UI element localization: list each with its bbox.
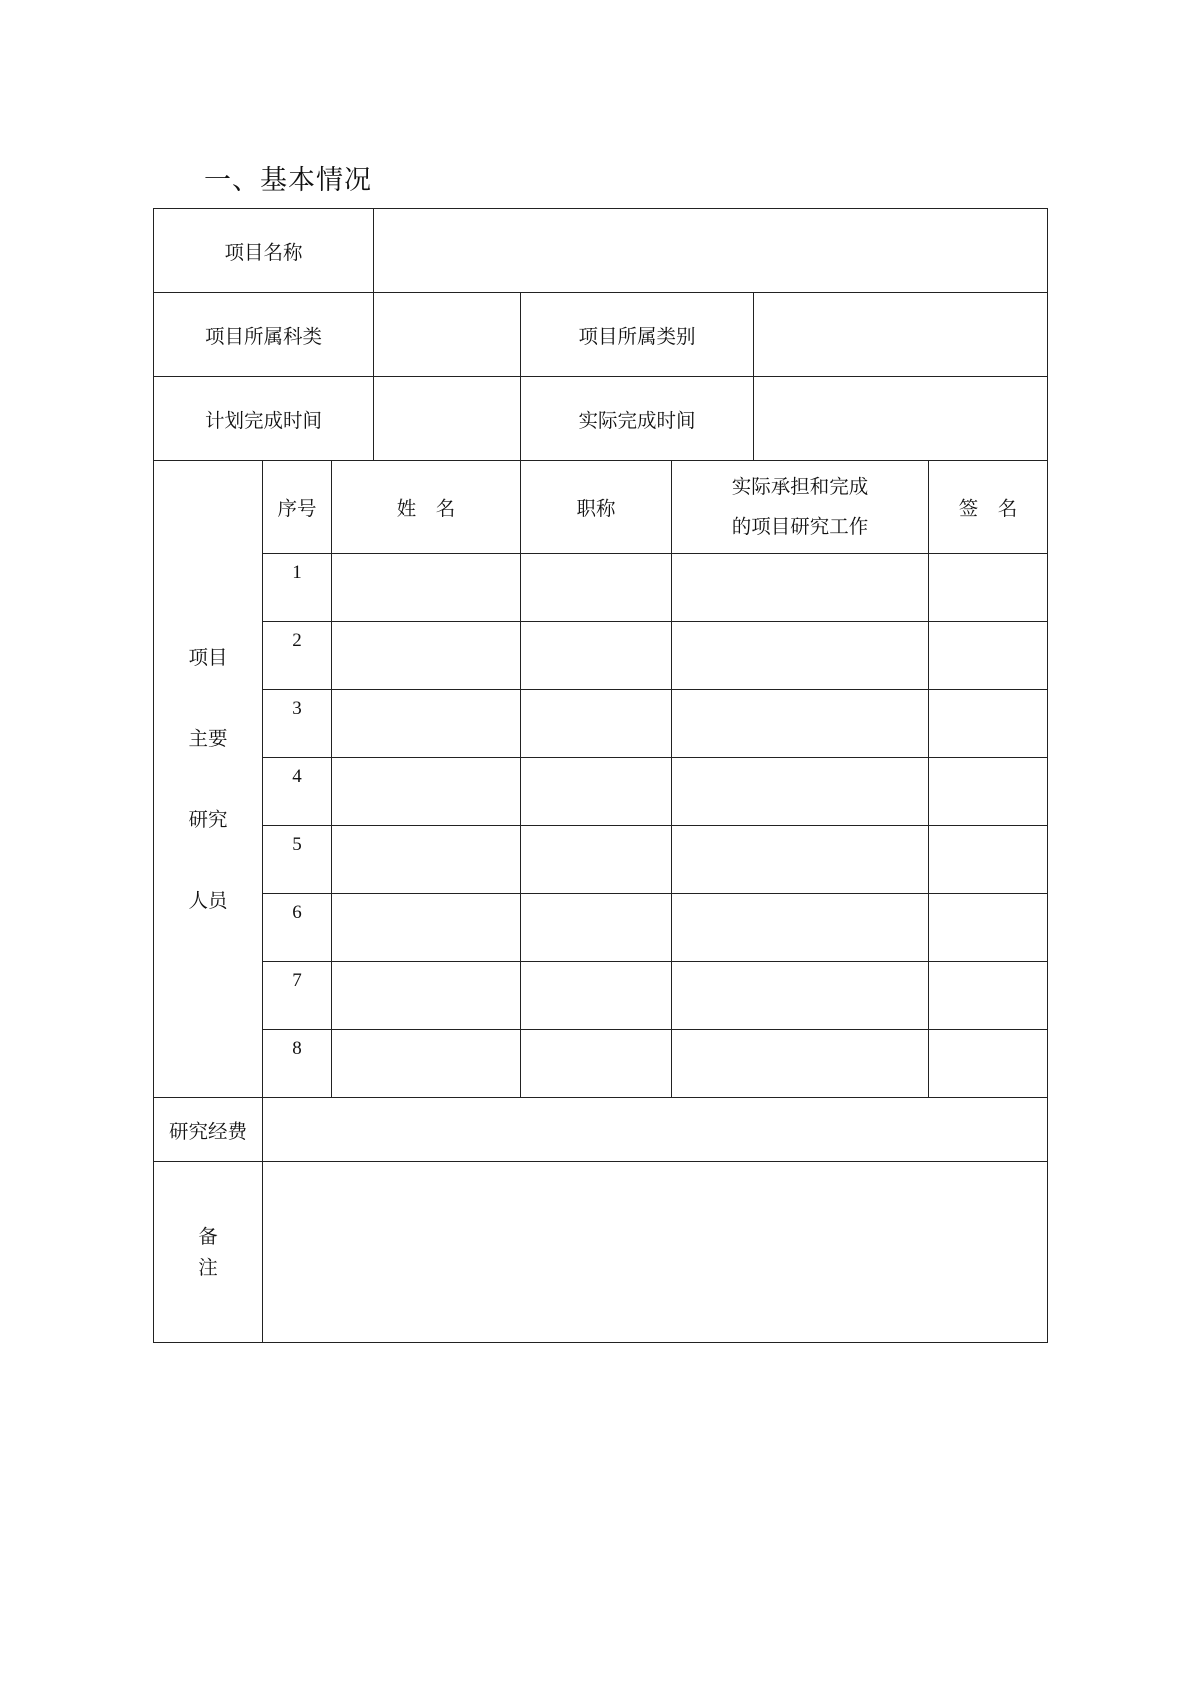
project-name-field[interactable] bbox=[374, 209, 1048, 293]
section-title: 一、基本情况 bbox=[204, 165, 372, 196]
researcher-signature-cell[interactable] bbox=[929, 758, 1048, 826]
funding-row bbox=[154, 1098, 1048, 1162]
funding-label: 研究经费 bbox=[154, 1098, 263, 1162]
researcher-row bbox=[154, 758, 1048, 826]
researchers-group-label-line: 研究 bbox=[188, 808, 228, 831]
remarks-label bbox=[154, 1162, 263, 1343]
researcher-signature-cell[interactable] bbox=[929, 1030, 1048, 1098]
planned-completion-field[interactable] bbox=[374, 377, 521, 461]
researcher-work-cell[interactable] bbox=[672, 690, 929, 758]
researcher-signature-cell[interactable] bbox=[929, 962, 1048, 1030]
researcher-name-cell[interactable] bbox=[332, 894, 521, 962]
researcher-title-cell[interactable] bbox=[521, 826, 672, 894]
actual-completion-label: 实际完成时间 bbox=[521, 377, 754, 461]
researcher-number: 3 bbox=[263, 690, 332, 758]
researcher-work-cell[interactable] bbox=[672, 622, 929, 690]
researchers-group-label-line: 项目 bbox=[188, 646, 228, 669]
researcher-signature-cell[interactable] bbox=[929, 826, 1048, 894]
researcher-signature-cell[interactable] bbox=[929, 554, 1048, 622]
work-header-line: 的项目研究工作 bbox=[731, 515, 869, 538]
researchers-group-label-line: 主要 bbox=[188, 727, 228, 750]
researchers-group-label bbox=[154, 461, 263, 1098]
researchers-group-label-line: 人员 bbox=[188, 889, 228, 912]
project-type-field[interactable] bbox=[754, 293, 1048, 377]
project-type-label: 项目所属类别 bbox=[521, 293, 754, 377]
researcher-work-cell[interactable] bbox=[672, 554, 929, 622]
remarks-label-line: 备 bbox=[198, 1225, 218, 1248]
researcher-number: 2 bbox=[263, 622, 332, 690]
researcher-number: 7 bbox=[263, 962, 332, 1030]
researcher-work-cell[interactable] bbox=[672, 1030, 929, 1098]
name-header: 姓 名 bbox=[332, 461, 521, 554]
researcher-signature-cell[interactable] bbox=[929, 894, 1048, 962]
researcher-title-cell[interactable] bbox=[521, 622, 672, 690]
researcher-name-cell[interactable] bbox=[332, 690, 521, 758]
researcher-signature-cell[interactable] bbox=[929, 690, 1048, 758]
actual-completion-field[interactable] bbox=[754, 377, 1048, 461]
funding-field[interactable] bbox=[263, 1098, 1048, 1162]
work-header bbox=[672, 461, 929, 554]
subject-category-field[interactable] bbox=[374, 293, 521, 377]
researcher-row bbox=[154, 622, 1048, 690]
researcher-work-cell[interactable] bbox=[672, 826, 929, 894]
researcher-name-cell[interactable] bbox=[332, 826, 521, 894]
researcher-row bbox=[154, 554, 1048, 622]
researcher-row bbox=[154, 894, 1048, 962]
researcher-name-cell[interactable] bbox=[332, 622, 521, 690]
project-name-row bbox=[154, 209, 1048, 293]
remarks-row bbox=[154, 1162, 1048, 1343]
basic-info-table bbox=[153, 208, 1047, 1338]
researcher-number: 4 bbox=[263, 758, 332, 826]
seq-header: 序号 bbox=[263, 461, 332, 554]
researcher-number: 6 bbox=[263, 894, 332, 962]
subject-category-label: 项目所属科类 bbox=[154, 293, 374, 377]
researcher-row bbox=[154, 826, 1048, 894]
researcher-row bbox=[154, 962, 1048, 1030]
researcher-row bbox=[154, 1030, 1048, 1098]
completion-time-row bbox=[154, 377, 1048, 461]
work-header-line: 实际承担和完成 bbox=[731, 475, 869, 498]
category-row bbox=[154, 293, 1048, 377]
researcher-work-cell[interactable] bbox=[672, 962, 929, 1030]
project-name-label: 项目名称 bbox=[154, 209, 374, 293]
researcher-name-cell[interactable] bbox=[332, 1030, 521, 1098]
researcher-title-cell[interactable] bbox=[521, 1030, 672, 1098]
researcher-signature-cell[interactable] bbox=[929, 622, 1048, 690]
researcher-title-cell[interactable] bbox=[521, 758, 672, 826]
researcher-number: 5 bbox=[263, 826, 332, 894]
title-header: 职称 bbox=[521, 461, 672, 554]
researcher-title-cell[interactable] bbox=[521, 554, 672, 622]
researcher-work-cell[interactable] bbox=[672, 758, 929, 826]
researcher-row bbox=[154, 690, 1048, 758]
researcher-title-cell[interactable] bbox=[521, 690, 672, 758]
researcher-name-cell[interactable] bbox=[332, 758, 521, 826]
researcher-work-cell[interactable] bbox=[672, 894, 929, 962]
researcher-number: 1 bbox=[263, 554, 332, 622]
researcher-name-cell[interactable] bbox=[332, 554, 521, 622]
remarks-label-line: 注 bbox=[198, 1256, 218, 1279]
researchers-header-row bbox=[154, 461, 1048, 554]
researcher-title-cell[interactable] bbox=[521, 962, 672, 1030]
remarks-field[interactable] bbox=[263, 1162, 1048, 1343]
researcher-name-cell[interactable] bbox=[332, 962, 521, 1030]
researcher-title-cell[interactable] bbox=[521, 894, 672, 962]
signature-header: 签 名 bbox=[929, 461, 1048, 554]
researcher-number: 8 bbox=[263, 1030, 332, 1098]
planned-completion-label: 计划完成时间 bbox=[154, 377, 374, 461]
